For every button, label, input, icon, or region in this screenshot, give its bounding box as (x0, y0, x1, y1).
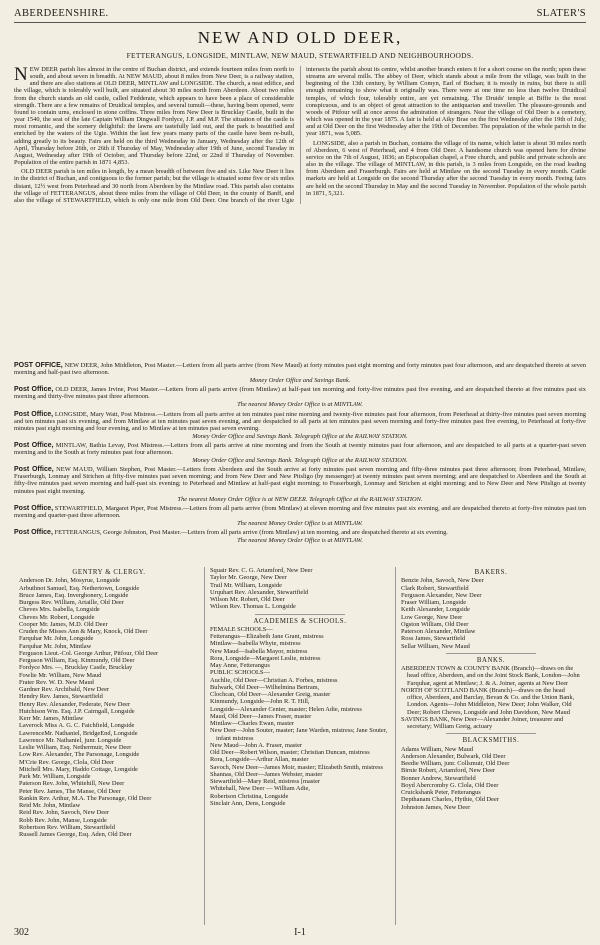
directory-entry: Taylor Mr. George, New Deer (210, 574, 287, 582)
directory-entry: Robertson Rev. William, Stewartfield (19, 823, 115, 831)
directory-entry: Stewartfield—Mary Reid, mistress [master (210, 778, 321, 785)
blacksmiths-list (401, 746, 581, 811)
directory-entry: Laverock Miss A. G. C. Faichfield, Longside (19, 722, 135, 730)
post-offices-section (14, 362, 586, 564)
directory-entry: FEMALE SCHOOLS— (210, 625, 273, 633)
gentry-list (19, 577, 199, 838)
directory-entry: Longside—Alexander Center, master; Helen Adie, mistress (210, 705, 362, 713)
directory-entry: Paterson Rev. John, Whitehill, New Deer (19, 780, 125, 788)
intro-new-deer: NEW DEER parish lies almost in the centre of Buchan district, and extends fourteen miles from north to south, and about seven in breadth. At NEW MAUD, about 8 miles from New Deer, is a railway station, and there are also stations at OLD DEER, MINTLAW and LONGSIDE. The church, a neat edifice, and the village, which is tolerably well built, are situated about 30 miles north from Aberdeen. About two miles from the church stands an old castle, called Fedderate, which appears to have been a place of considerable strength. There are a few remains of Druidical temples, and several tumuli—these, having been opened, were found to contain urns, enclosed in stone coffins. Three miles from New Deer is Brucklay Castle, built in the year 1540, the seat of the late Captain William Dingwall Fordyce, J.P. and M.P. The situation of the castle is most romantic, and the scenery delightful: the lawns are tastefully laid out, and the park is beautified and enriched by the waters of the Ugie. Within the last few years many parts of the castle have been re-built, adding greatly to its beauty. Fairs are held on the third Wednesday in January, Wednesday after the 12th of April, Thursday before 26th, or 26th if Thursday of May, Wednesday after 19th of June, second Tuesday in August, Wednesday after 19th of October, and Thursday before 22nd, or 22nd if Thursday of November. Population of the entire parish in 1871 4,853. (14, 66, 294, 167)
post-office-entry: Post Office, OLD DEER, James Irvine, Post Master.—Letters from all parts arrive (from Mintlaw) at half-past ten morning and forty-five minutes past five evening, and are despatched thereto at five minutes past six morning and thirty-five minutes past three afternoon. The nearest Money Order Office is at MINTLAW. (14, 386, 586, 409)
intro-old-deer: OLD DEER parish is ten miles in length, by a mean breadth of between five and six. Like New Deer it lies in the district of Buchan, and contiguous to the former parish; but the village is situated some five or six miles distant, 12½ west from Peterhead and 30 north from Aberdeen by the Mintlaw road. This parish also contains the village of FETTERANGUS, about three miles from the village of Old Deer, in the county of Banff, and also the village of STEWARTFIELD, which is only one mile from Old Deer. One branch of the river Ugie intersects the parish about its centre, whilst another branch enters it for a short course on the north; upon these streams are several mills. The abbey of Deer, which stands about a mile from the village, was built in the beginning of the 13th century, by William Comyn, Earl of Buchan; it is mostly in ruins, but there is still enough remaining to show what it originally was. There were at one time no less than twelve Druidical temples, of which four, tolerably entire, are yet remaining. The Druids' temple at Biffie is the most conspicuous, and is an object of great attraction to the antiquarian and traveller. The pleasure-grounds and woods of Pitfour will at once arrest the admiration of strangers. Near the village of Old Deer is a cemetery, which was opened in the year 1875. A fair is held at Aiky Brae on the first Wednesday after the 19th of July, and at Old Deer on the first Wednesday after the 19th of December. The population of the whole parish in the year 1871, was 5,085. (14, 66, 586, 204)
directory-entry: Cruickshank Peter, Fetterangus (401, 789, 481, 796)
parish-description (14, 66, 586, 362)
directory-entry: Ferguson William, Esq. Kinmundy, Old Deer (19, 657, 135, 664)
directory-entry: Anderson Alexander, Bulwark, Old Deer (401, 752, 506, 760)
directory-entry: New Maud—Isabella Mayor, mistress (210, 647, 308, 655)
directory-entry: Ogston William, Old Deer (401, 620, 469, 628)
directory-entry: Henry Rev. Alexander, Federate, New Deer (19, 700, 131, 708)
academies-list (210, 626, 390, 807)
banks-list (401, 665, 581, 730)
directory-entry: Farquhar Mr. John, Longside (19, 635, 94, 643)
directory-entry: Rora, Longside—Margaret Leslie, mistress (210, 654, 321, 662)
directory-entry: Bulwark, Old Deer—Wilhelmina Bertram, (210, 683, 320, 691)
county-heading: ABERDEENSHIRE. (14, 8, 109, 19)
directory-entry: Low George, New Deer (401, 613, 463, 621)
directory-entry: Lawrence Mr. Nathaniel, junr. Longside (19, 736, 122, 744)
page-subtitle: FETTERANGUS, LONGSIDE, MINTLAW, NEW MAUD, STEWARTFIELD AND NEIGHBOURHOODS. (126, 51, 474, 60)
directory-entry: Peter Rev. James, The Manse, Old Deer (19, 787, 121, 795)
directory-entry: Robertson Christina, Longside (210, 792, 289, 800)
right-column (395, 567, 586, 925)
drop-cap: N (14, 66, 28, 85)
directory-entry: Keith Alexander, Longside (401, 606, 470, 614)
post-office-entry: Post Office, MINTLAW, Bathia Levay, Post Mistress.—Letters from all parts arrive at nine morning and from the South at twenty minutes past four afternoon, and are despatched to all parts at a quarter-past seven morning and to the South at forty minutes past four afternoon. Money Order Office and Savings Bank. Telegraph Office at the RAILWAY STATION. (14, 441, 586, 465)
middle-column (204, 567, 395, 925)
directory-entry: NORTH OF SCOTLAND BANK (Branch)—draws on the head office, Aberdeen, and Barclay, Bevan & Co. and the Union Bank, London. Agents—John Middleton, New Deer; John Walker, Old Deer; Robert Cheves, Longside and John Davidson, New Maud (401, 686, 575, 716)
directory-entry: Mintlaw—Charles Ewan, master (210, 720, 294, 727)
academies-heading: ACADEMIES & SCHOOLS. (253, 617, 347, 625)
directory-entry: Depthanam Charles, Hythie, Old Deer (401, 796, 499, 804)
post-office-entry: POST OFFICE, NEW DEER, John Middleton, Post Master.—Letters from all parts arrive (from New Maud) at forty minutes past eight morning and forty minutes past four afternoon, and are despatched thereto at seven morning and half-past two afternoon. Money Order Office and Savings Bank. (14, 362, 586, 385)
directory-entry: Clark Robert, Stewartfield (401, 584, 469, 592)
directory-entry: Kerr Mr. James, Mintlaw (19, 715, 84, 722)
directory-entry: Clochcan, Old Deer—Alexander Greig, master (210, 691, 331, 698)
directory-entry: Fetterangus—Elizabeth Jane Grant, mistress (210, 633, 324, 640)
post-office-entry: Post Office, STEWARTFIELD, Margaret Piper, Post Mistress.—Letters from all parts arrive (from Mintlaw) at eleven morning and five minutes past six evening, and are despatched thereto at forty-five minutes past ten morning and quarter-past three afternoon. The nearest Money Order Office is at MINTLAW. (14, 504, 586, 527)
directory-entry: Hutchison Wm. Esq. J.P. Cairngall, Longside (19, 707, 135, 715)
directory-entry: Leslie William, Esq. Nethermuir, New Deer (19, 744, 132, 751)
signature-mark: I-1 (294, 927, 306, 938)
directory-entry: SAVINGS BANK, New Deer—Alexander Joiner, treasurer and secretary; William Greig, actuary (401, 715, 564, 730)
directory-entry: Mitchell Mrs. Mary, Haddo Cottage, Longside (19, 765, 138, 773)
directory-entry: Anderson Dr. John, Mosyrue, Longside (19, 577, 120, 585)
bakers-list (401, 577, 581, 650)
directory-entry: M'Crie Rev. George, Clola, Old Deer (19, 758, 115, 766)
directory-entry: Cheves Mr. Robert, Longside (19, 613, 95, 621)
directory-entry: Arbuthnot Samuel, Esq. Nethertown, Longside (19, 584, 140, 592)
directory-entry: Benzie John, Savoch, New Deer (401, 577, 484, 585)
directory-entry: Beedie William, junr. Collsmuir, Old Deer (401, 760, 510, 767)
section-divider (446, 733, 536, 734)
directory-entry: Wilson Mr. Robert, Old Deer (210, 596, 285, 603)
directory-entry: Urquhart Rev. Alexander, Stewartfield (210, 588, 309, 596)
directory-entry: Fraser William, Longside (401, 599, 467, 606)
directory-entry: Fordyce Mrs. —, Brucklay Castle, Brucklay (19, 664, 133, 672)
description-columns (14, 66, 586, 204)
section-divider (255, 614, 345, 615)
directory-entry: Johnston James, New Deer (401, 803, 471, 811)
directory-entry: Frater Rev. W. D. New Maud (19, 678, 94, 686)
directory-entry: Bruce James, Esq. Inverghonery, Longside (19, 591, 129, 599)
page-number: 302 (14, 927, 29, 938)
directory-entry: Adams William, New Maud (401, 745, 474, 753)
intro-longside: LONGSIDE, also a parish in Buchan, contains the village of its name, which latter is about 30 miles north of Aberdeen, 6 west of Peterhead, and 4 from Old Deer. A handsome church was opened here for divine service on the 7th of August, 1836; an Episcopalian chapel, a Free church, and public and private schools are also in the village. The village of MINTLAW, in this parish, is 3 miles from Longside, on the road leading from Aberdeen and Fraserburgh. Fairs are held at Mintlaw on the second Tuesday in every month. Cattle markets are held at Longside on the second Thursday after the second Tuesday in every month. Feeing fairs are held on the second Thursday in May and the second Tuesday in November. Population of the whole parish in 1871, 5,321. (306, 139, 586, 197)
banks-heading: BANKS. (476, 656, 506, 664)
blacksmiths-heading: BLACKSMITHS. (462, 737, 520, 745)
directory-entry: PUBLIC SCHOOLS— (210, 669, 270, 677)
publisher-heading: SLATER'S (536, 8, 586, 19)
running-head (14, 8, 586, 23)
post-office-entry: Post Office, NEW MAUD, William Stephen, Post Master.—Letters from Aberdeen and the South arrive at forty minutes past seven morning and fifty-three minutes past three afternoon; from Peterhead, Mintlaw, Fraserburgh, Lonmay and Strichen at fifty-five minutes past seven morning; and from New Deer and New Pitsligo (by messenger) at twenty minutes past seven morning; and are despatched to Aberdeen and the South at fifty-five minutes past seven morning and half-past six evening; to Peterhead and Mintlaw at half-past eight morning; to Fraserburgh, Lonmay and Strichen at eight morning; and to New Deer and New Pitsligo at twenty minutes past eight morning. The nearest Money Order Office is at NEW DEER. Telegraph Office at the RAILWAY STATION. (14, 466, 586, 503)
section-divider (446, 653, 536, 654)
directory-entry: Ferguson Lieut.-Col. George Arthur, Pitfour, Old Deer (19, 649, 159, 657)
directory-entry: Old Deer—Robert Wilson, master; Christian Duncan, mistress (210, 749, 370, 756)
bakers-heading: BAKERS. (474, 569, 508, 576)
directory-entry: Gardner Rev. Archibald, New Deer (19, 686, 110, 693)
directory-entry: Ross James, Stewartfield (401, 635, 466, 643)
trades-directory (14, 567, 586, 925)
page-footer (14, 927, 586, 938)
post-office-entry: Post Office, LONGSIDE, Mary Watt, Post Mistress.—Letters from all parts arrive at ten minutes past nine morning and twenty-five minutes past four afternoon, from Peterhead at thirty-five minutes past seven morning and ten minutes past six evening, and from Mintlaw at ten minutes past seven evening, and are despatched to all parts at ten minutes past seven morning and forty-five minutes past five evening, to Peterhead at forty-five minutes past eight morning and four evening, and to Mintlaw at ten minutes past seven evening. Money Order Office and Savings Bank. Telegraph Office at the RAILWAY STATION. (14, 410, 586, 440)
directory-entry: Sellar William, New Maud (401, 642, 470, 650)
gentry-heading: GENTRY & CLERGY. (72, 569, 146, 576)
directory-entry: Low Rev. Alexander, The Parsonage, Longside (19, 751, 140, 759)
directory-entry: Cooper Mr. James, M.D. Old Deer (19, 620, 108, 628)
gentry-column (14, 567, 204, 925)
directory-entry: New Maud—John A. Fraser, master (210, 741, 303, 749)
directory-entry: Rora, Longside—Arthur Allan, master (210, 756, 309, 764)
directory-entry: Hendry Rev. James, Stewartfield (19, 693, 103, 701)
directory-entry: Farquhar Mr. John, Mintlaw (19, 642, 92, 650)
directory-entry: Maud, Old Deer—James Fraser, master (210, 712, 312, 720)
directory-entry: Birnie Robert, Artamford, New Deer (401, 767, 496, 775)
post-office-entry: Post Office, FETTERANGUS, George Johnston, Post Master.—Letters from all parts arrive (from Mintlaw) at ten morning, and are despatched thereto at six evening. The nearest Money Order Office is at MINTLAW. (14, 528, 448, 545)
directory-entry: Robb Rev. John, Manse, Longside (19, 816, 107, 824)
directory-entry: Cheves Mrs. Isabella, Longside (19, 606, 100, 614)
directory-entry: Mintlaw—Isabella Whyte, mistress (210, 640, 301, 648)
directory-entry: Whitehall, New Deer — William Adie, (210, 785, 310, 793)
directory-entry: May Anne, Fetterangus (210, 662, 270, 669)
directory-entry: Russell James George, Esq. Aden, Old Deer (19, 831, 132, 838)
directory-entry: Boyd Abercromby G. Clola, Old Deer (401, 781, 499, 789)
directory-entry: Cruden the Misses Ann & Mary, Knock, Old Deer (19, 628, 148, 635)
directory-entry: LawrenceMr. Nathaniel, BridgeEnd, Longside (19, 729, 138, 737)
directory-entry: Bonner Andrew, Stewartfield (401, 774, 476, 782)
directory-entry: Rankin Rev. Arthur, M.A. The Parsonage, Old Deer (19, 794, 152, 802)
page-title: NEW AND OLD DEER, (197, 28, 403, 47)
directory-entry: Trail Mr. William, Longside (210, 581, 282, 589)
directory-entry: Kinmundy, Longside—John R. T. Hill, (210, 698, 310, 706)
directory-entry: Wilson Rev. Thomas L. Longside (210, 603, 296, 611)
directory-entry: Squair Rev. C. G. Artamford, New Deer (210, 567, 313, 574)
directory-entry: ABERDEEN TOWN & COUNTY BANK (Branch)—draws on the head office, Aberdeen, and on the Joint Stock Bank, London—John Farquhar, agent at Mintlaw; J. & A. Joiner, agents at New Deer (401, 665, 580, 687)
directory-entry: Savoch, New Deer—James Moir, master; Elizabeth Smith, mistress (210, 763, 383, 771)
directory-entry: Reid Mr. John, Mintlaw (19, 802, 81, 809)
directory-entry: Reid Rev. John, Savoch, New Deer (19, 809, 110, 817)
directory-entry: Ferguson Alexander, New Deer (401, 591, 482, 599)
directory-entry: Paterson Alexander, Mintlaw (401, 628, 476, 635)
directory-entry: Fowlie Mr. William, New Maud (19, 671, 102, 679)
directory-entry: Burgess Rev. William, Artaille, Old Deer (19, 599, 124, 606)
gentry-continued-list (210, 567, 390, 611)
directory-entry: Shannas, Old Deer—James Webster, master (210, 770, 323, 778)
directory-entry: Auchlie, Old Deer—Christian A. Forbes, mistress (210, 676, 338, 684)
directory-entry: Park Mr. William, Longside (19, 773, 91, 780)
directory-entry: New Deer—John Souter, master; Jane Warden, mistress; Jane Souter, infant mistress (210, 727, 388, 742)
directory-entry: Sinclair Ann, Dens, Longside (210, 799, 286, 807)
